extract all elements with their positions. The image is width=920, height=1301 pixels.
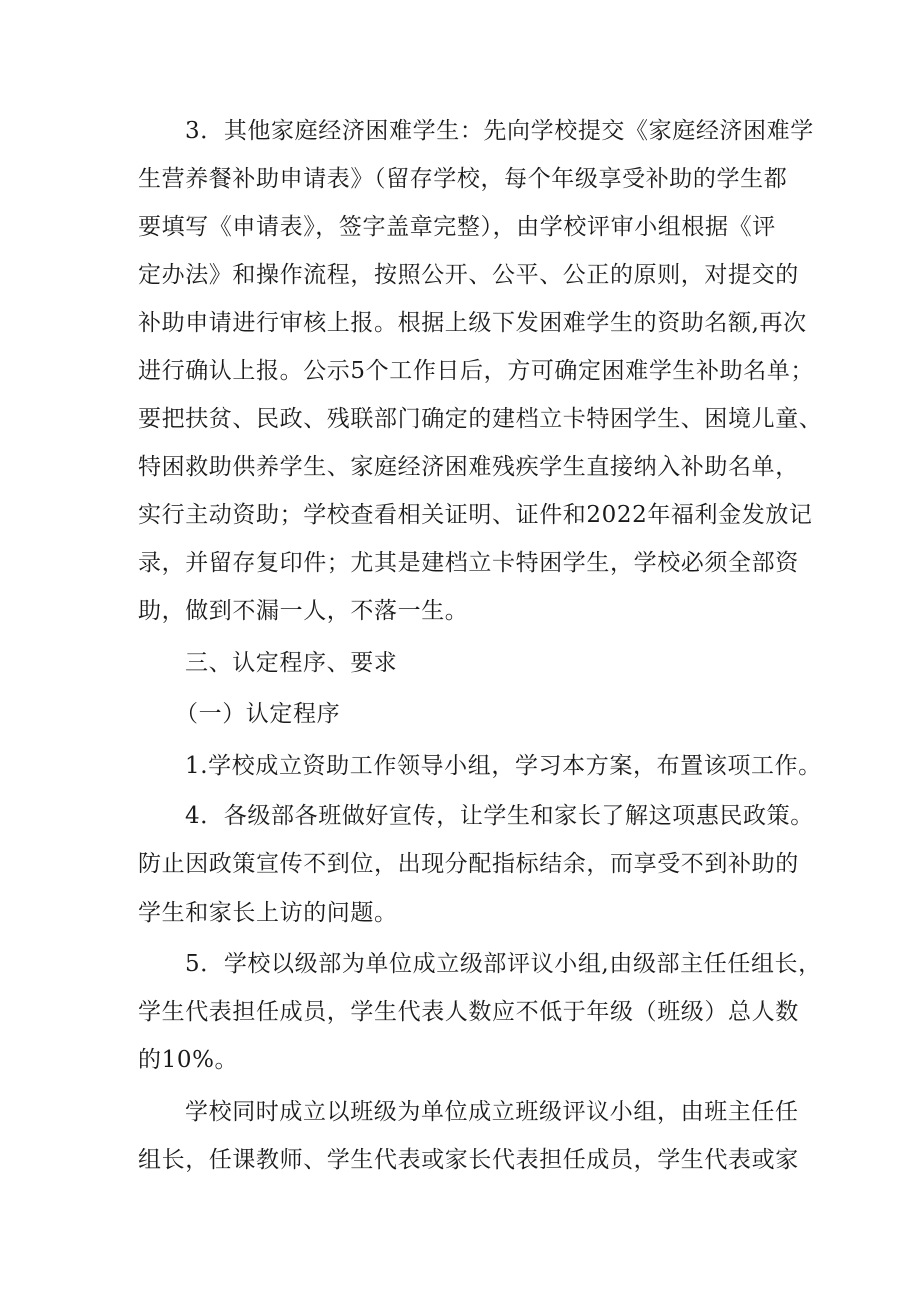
paragraph-line: 录，并留存复印件；尤其是建档立卡特困学生，学校必须全部资 [138,550,799,576]
paragraph-line: 实行主动资助；学校查看相关证明、证件和2022年福利金发放记 [138,502,813,528]
paragraph-line: 5．学校以级部为单位成立级部评议小组,由级部主任任组长， [185,951,822,977]
paragraph-line: 要把扶贫、民政、残联部门确定的建档立卡特困学生、困境儿童、 [138,406,823,432]
paragraph-line: 要填写《申请表》，签字盖章完整），由学校评审小组根据《评 [138,214,776,240]
paragraph-line: 防止因政策宣传不到位，出现分配指标结余，而享受不到补助的 [138,851,799,877]
section-heading: 三、认定程序、要求 [185,650,398,676]
paragraph-line: 4．各级部各班做好宣传，让学生和家长了解这项惠民政策。 [185,803,814,829]
paragraph-line: 特困救助供养学生、家庭经济困难残疾学生直接纳入补助名单， [138,454,799,480]
paragraph-line: 3．其他家庭经济困难学生：先向学校提交《家庭经济困难学 [185,118,814,144]
subsection-heading: （一）认定程序 [175,701,341,727]
paragraph-line: 学校同时成立以班级为单位成立班级评议小组，由班主任任 [185,1099,799,1125]
paragraph-line: 的10%。 [138,1047,239,1073]
paragraph-line: 学生代表担任成员，学生代表人数应不低于年级（班级）总人数 [138,999,799,1025]
paragraph-line: 生营养餐补助申请表》（留存学校，每个年级享受补助的学生都 [138,166,788,192]
paragraph-line: 1.学校成立资助工作领导小组，学习本方案，布置该项工作。 [185,753,822,779]
paragraph-line: 进行确认上报。公示5个工作日后，方可确定困难学生补助名单； [138,358,815,384]
paragraph-line: 学生和家长上访的问题。 [138,900,398,926]
paragraph-line: 助，做到不漏一人，不落一生。 [138,598,469,624]
paragraph-line: 组长，任课教师、学生代表或家长代表担任成员，学生代表或家 [138,1147,799,1173]
paragraph-line: 定办法》和操作流程，按照公开、公平、公正的原则，对提交的 [138,262,799,288]
paragraph-line: 补助申请进行审核上报。根据上级下发困难学生的资助名额,再次 [138,310,807,336]
